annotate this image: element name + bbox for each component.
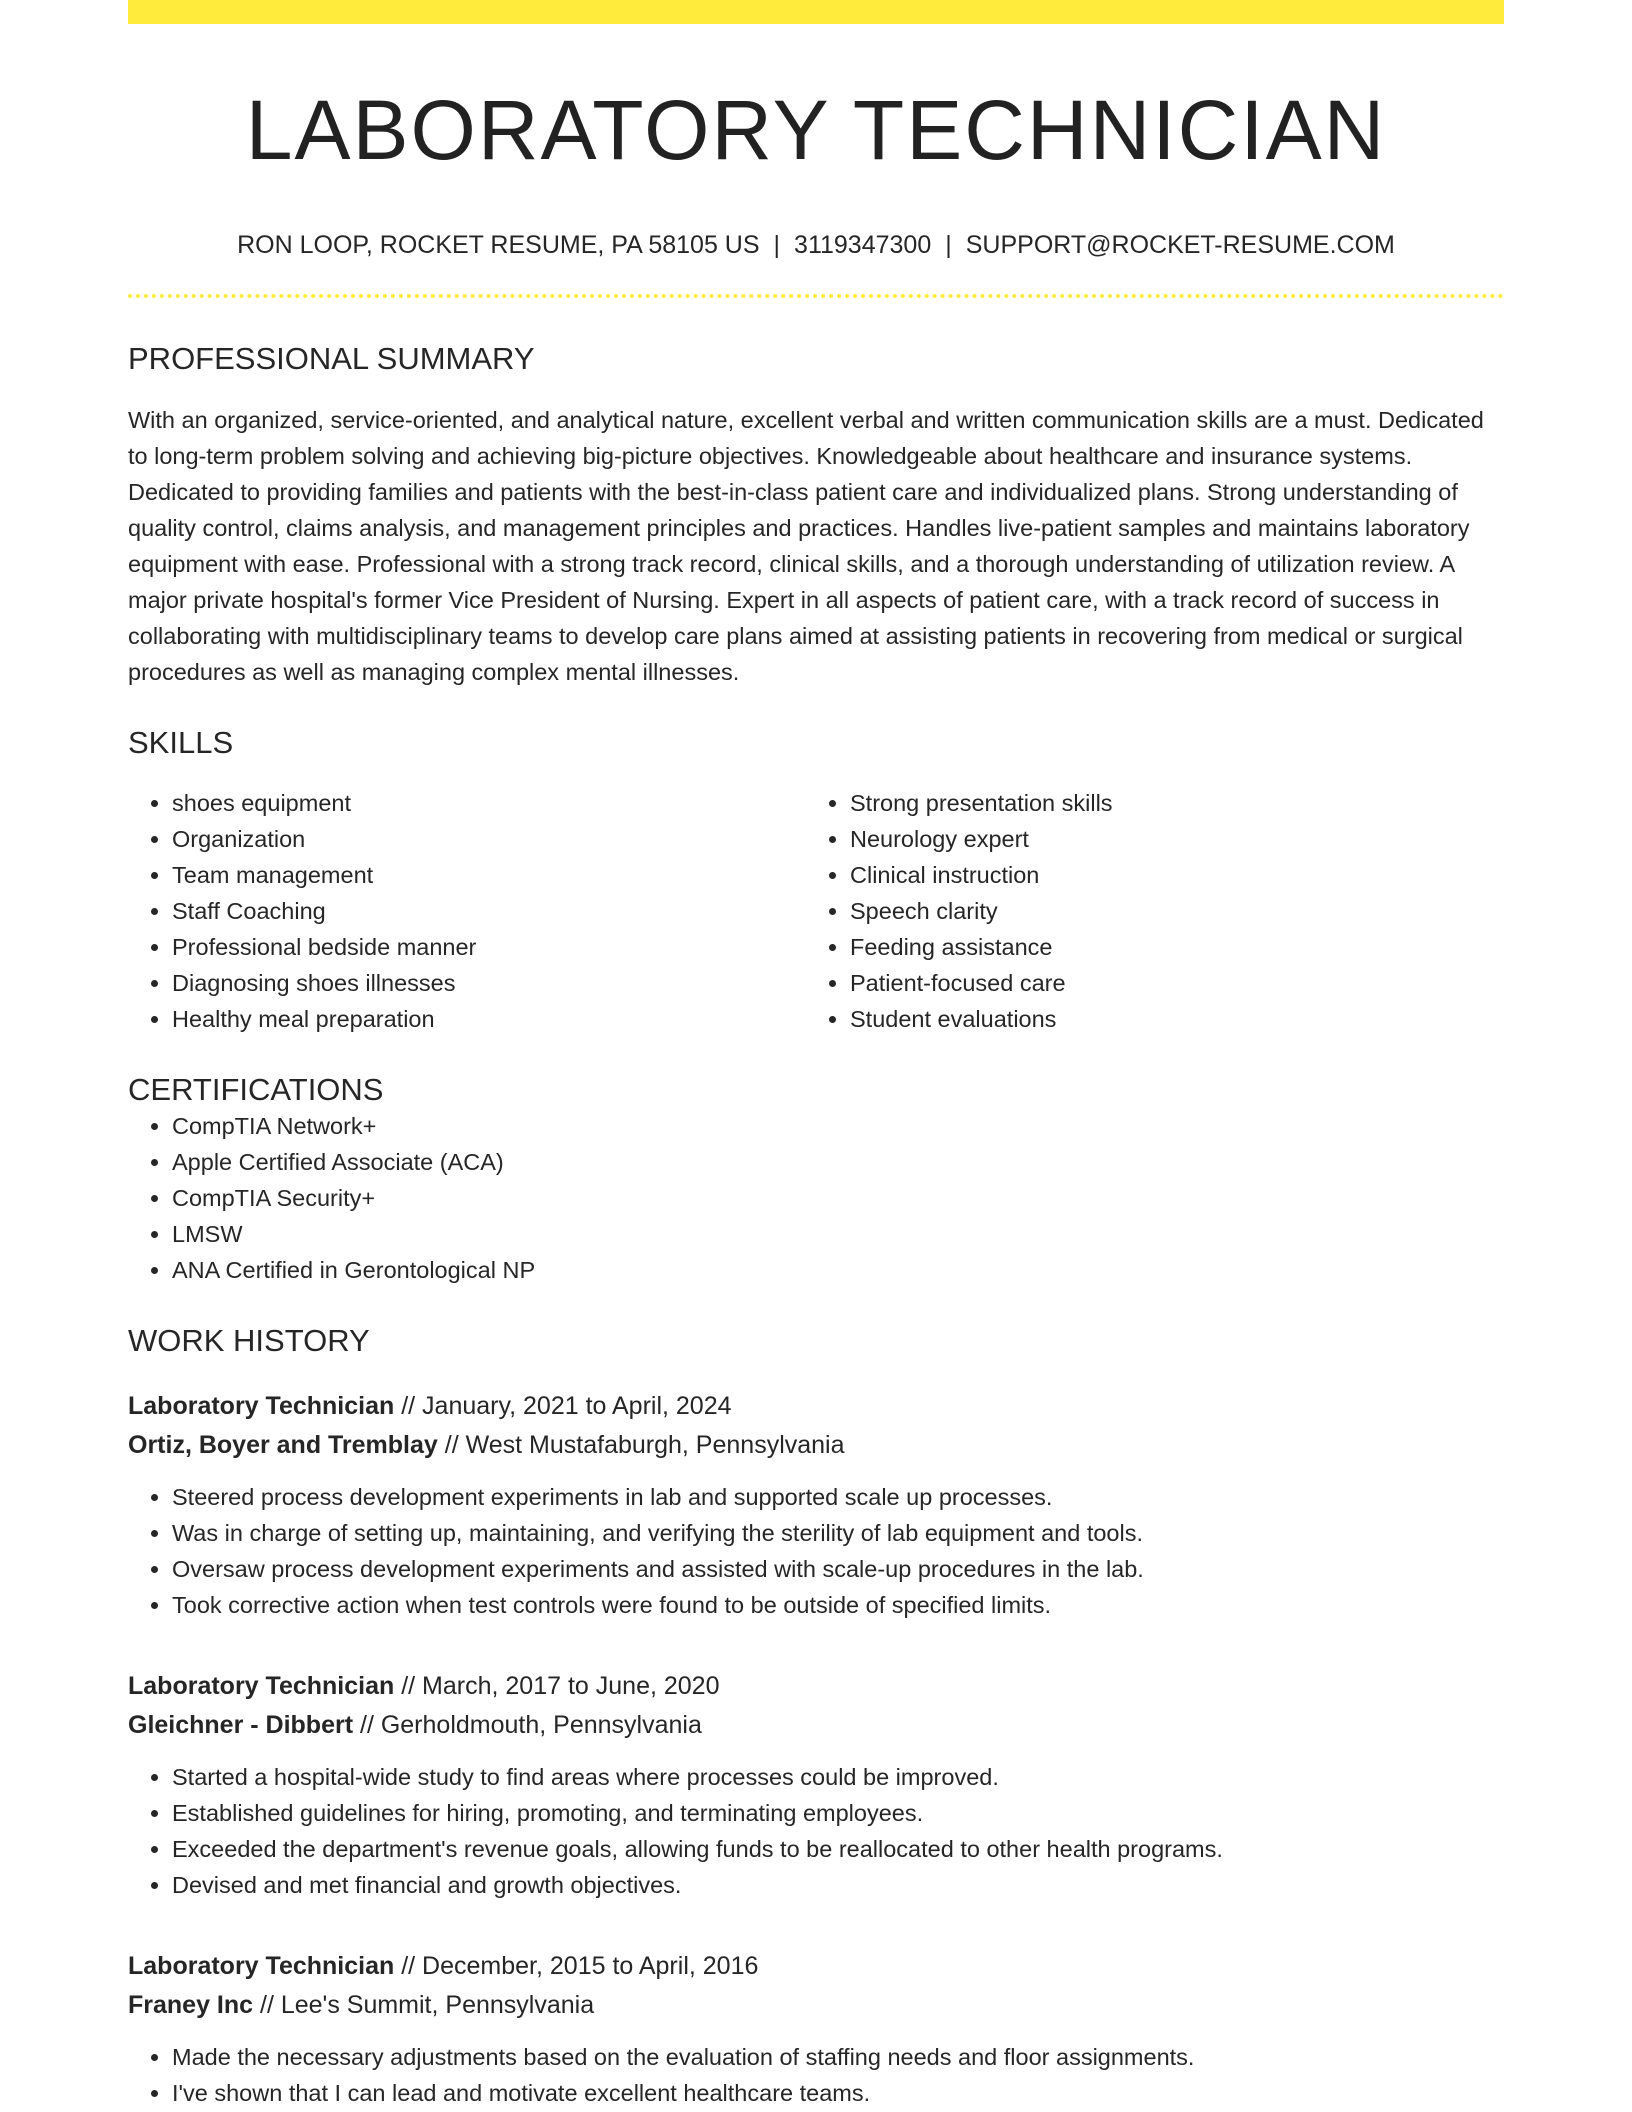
certification-item: • CompTIA Security+	[172, 1180, 1504, 1216]
job-title: Laboratory Technician	[128, 1952, 395, 1981]
certification-item: • CompTIA Network+	[172, 1108, 1504, 1144]
job-bullet: • Established guidelines for hiring, promoting, and terminating employees.	[172, 1795, 1504, 1831]
job-bullet: • Made the necessary adjustments based on the evaluation of staffing needs and floor assignments.	[172, 2039, 1504, 2075]
skills-column-left	[128, 785, 806, 1037]
skill-item: • Patient-focused care	[850, 965, 1484, 1001]
job-entry	[128, 1667, 1504, 1903]
resume-title: LABORATORY TECHNICIAN	[245, 83, 1387, 177]
job-title-line	[128, 1387, 1504, 1426]
job-company: Franey Inc	[128, 1991, 254, 2020]
skills-column-right	[806, 785, 1484, 1037]
job-location: // West Mustafaburgh, Pennsylvania	[437, 1431, 845, 1460]
certification-item: • Apple Certified Associate (ACA)	[172, 1144, 1504, 1180]
job-company-line	[128, 1706, 1504, 1745]
skill-item: • Team management	[172, 857, 806, 893]
skill-item: • shoes equipment	[172, 785, 806, 821]
job-entry	[128, 1387, 1504, 1623]
skill-item: • Clinical instruction	[850, 857, 1484, 893]
job-company-line	[128, 1426, 1504, 1465]
certification-item: • LMSW	[172, 1216, 1504, 1252]
contact-email: SUPPORT@ROCKET-RESUME.COM	[965, 231, 1395, 260]
job-location: // Gerholdmouth, Pennsylvania	[353, 1711, 702, 1740]
skills-list-right	[806, 785, 1484, 1037]
job-bullet: • Steered process development experiments in lab and supported scale up processes.	[172, 1479, 1504, 1515]
skill-item: • Healthy meal preparation	[172, 1001, 806, 1037]
skills-heading: SKILLS	[128, 724, 234, 760]
job-company: Ortiz, Boyer and Tremblay	[128, 1431, 438, 1460]
contact-line	[128, 230, 1504, 260]
skill-item: • Neurology expert	[850, 821, 1484, 857]
job-title-line	[128, 1667, 1504, 1706]
skill-item: • Professional bedside manner	[172, 929, 806, 965]
skills-grid	[128, 785, 1504, 1037]
job-dates: // March, 2017 to June, 2020	[394, 1672, 720, 1701]
certifications-heading: CERTIFICATIONS	[128, 1071, 384, 1107]
job-location: // Lee's Summit, Pennsylvania	[253, 1991, 595, 2020]
dotted-divider	[128, 294, 1504, 298]
job-dates: // December, 2015 to April, 2016	[394, 1952, 759, 1981]
certification-item: • ANA Certified in Gerontological NP	[172, 1252, 1504, 1288]
job-bullet: • Started a hospital-wide study to find areas where processes could be improved.	[172, 1759, 1504, 1795]
certifications-list	[128, 1108, 1504, 1288]
contact-phone: 3119347300	[794, 231, 932, 260]
summary-heading: PROFESSIONAL SUMMARY	[128, 341, 535, 377]
job-bullet: • Was in charge of setting up, maintaining, and verifying the sterility of lab equipment and tools.	[172, 1515, 1504, 1551]
job-bullet: • Oversaw process development experiments and assisted with scale-up procedures in the lab.	[172, 1551, 1504, 1587]
summary-text: With an organized, service-oriented, and analytical nature, excellent verbal and written communication skills are a must. Dedicated to long-term problem solving and achieving big-picture objectives. Knowledgeable about healthcare and insurance systems. Dedicated to providing families and patients with the best-in-class patient care and individualized plans. Strong understanding of quality control, claims analysis, and management principles and practices. Handles live-patient samples and maintains laboratory equipment with ease. Professional with a strong track record, clinical skills, and a thorough understanding of utilization review. A major private hospital's former Vice President of Nursing. Expert in all aspects of patient care, with a track record of success in collaborating with multidisciplinary teams to develop care plans aimed at assisting patients in recovering from medical or surgical procedures as well as managing complex mental illnesses.	[128, 406, 1484, 685]
resume-page	[128, 0, 1504, 2111]
job-bullet: • Took corrective action when test controls were found to be outside of specified limits.	[172, 1587, 1504, 1623]
job-bullet: • Exceeded the department's revenue goals, allowing funds to be reallocated to other health programs.	[172, 1831, 1504, 1867]
job-title-line	[128, 1947, 1504, 1986]
skill-item: • Staff Coaching	[172, 893, 806, 929]
work-history-heading: WORK HISTORY	[128, 1322, 370, 1358]
job-company-line	[128, 1986, 1504, 2025]
job-company: Gleichner - Dibbert	[128, 1711, 354, 1740]
contact-address: RON LOOP, ROCKET RESUME, PA 58105 US	[237, 231, 760, 260]
skill-item: • Student evaluations	[850, 1001, 1484, 1037]
job-bullets	[128, 1479, 1504, 1623]
job-dates: // January, 2021 to April, 2024	[394, 1392, 732, 1421]
job-title: Laboratory Technician	[128, 1392, 395, 1421]
contact-separator: |	[945, 231, 952, 260]
job-entry	[128, 1947, 1504, 2111]
skills-list-left	[128, 785, 806, 1037]
skill-item: • Organization	[172, 821, 806, 857]
skill-item: • Feeding assistance	[850, 929, 1484, 965]
job-bullet: • I've shown that I can lead and motivate excellent healthcare teams.	[172, 2075, 1504, 2111]
job-bullets	[128, 1759, 1504, 1903]
job-title: Laboratory Technician	[128, 1672, 395, 1701]
job-bullets	[128, 2039, 1504, 2111]
job-bullet: • Devised and met financial and growth objectives.	[172, 1867, 1504, 1903]
skill-item: • Strong presentation skills	[850, 785, 1484, 821]
accent-top-bar	[128, 0, 1504, 24]
skill-item: • Diagnosing shoes illnesses	[172, 965, 806, 1001]
skill-item: • Speech clarity	[850, 893, 1484, 929]
contact-separator: |	[773, 231, 781, 260]
